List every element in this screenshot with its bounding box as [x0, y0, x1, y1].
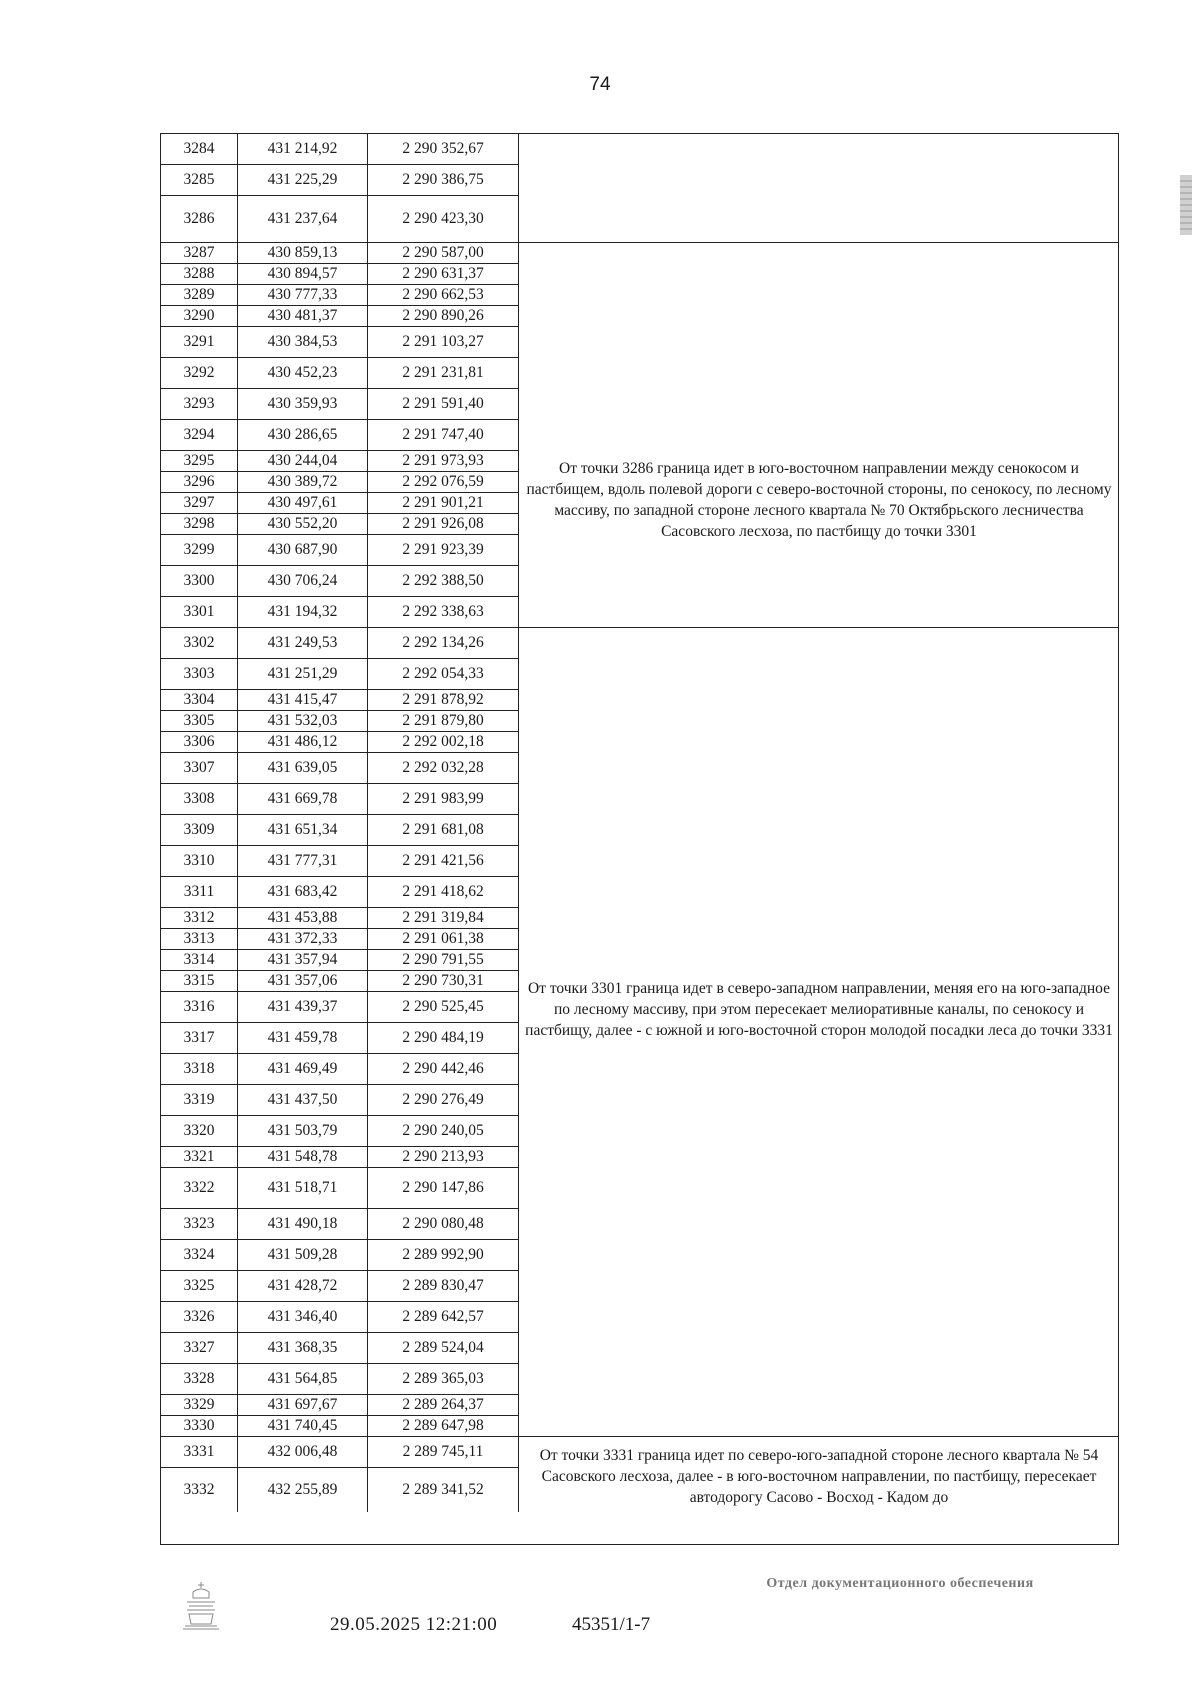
- table-row: [161, 992, 519, 1023]
- point-number-cell: 3294: [161, 420, 238, 450]
- boundary-description-text: От точки 3331 граница идет по северо-юго-западной стороне лесного квартала № 54 Сасовского лесхоза, далее - в юго-восточном направлении, по пастбищу, пересекает автодорогу Сасово - Восход - Кадом до: [539, 1447, 1099, 1506]
- point-number-cell: 3324: [161, 1240, 238, 1270]
- x-coordinate-cell: 431 669,78: [238, 784, 368, 814]
- table-row: [161, 1364, 519, 1395]
- y-coordinate-cell: 2 289 830,47: [368, 1271, 519, 1301]
- point-number-cell: 3295: [161, 451, 238, 471]
- point-number-cell: 3331: [161, 1437, 238, 1467]
- table-row: [161, 389, 519, 420]
- y-coordinate-cell: 2 291 681,08: [368, 815, 519, 845]
- x-coordinate-cell: 430 687,90: [238, 535, 368, 565]
- table-row: [161, 1085, 519, 1116]
- y-coordinate-cell: 2 292 134,26: [368, 628, 519, 658]
- table-row: [161, 165, 519, 196]
- table-row: [161, 451, 519, 472]
- x-coordinate-cell: 431 777,31: [238, 846, 368, 876]
- y-coordinate-cell: 2 290 423,30: [368, 196, 519, 242]
- table-row: [161, 1437, 519, 1468]
- y-coordinate-cell: 2 292 002,18: [368, 732, 519, 752]
- x-coordinate-cell: 431 368,35: [238, 1333, 368, 1363]
- footer-document-code: 45351/1-7: [572, 1614, 651, 1635]
- table-row: [161, 493, 519, 514]
- table-row: [161, 535, 519, 566]
- y-coordinate-cell: 2 291 319,84: [368, 908, 519, 928]
- point-number-cell: 3291: [161, 327, 238, 357]
- boundary-description-text: От точки 3301 граница идет в северо-западном направлении, меняя его на юго-западное по лесному массиву, при этом пересекает мелиоративные каналы, по сенокосу и пастбищу, далее - с южной и юго-восточной сторон молодой посадки леса до точки 3331: [525, 980, 1113, 1039]
- point-number-cell: 3310: [161, 846, 238, 876]
- x-coordinate-cell: 431 237,64: [238, 196, 368, 242]
- y-coordinate-cell: 2 292 032,28: [368, 753, 519, 783]
- y-coordinate-cell: 2 291 901,21: [368, 493, 519, 513]
- y-coordinate-cell: 2 292 054,33: [368, 659, 519, 689]
- page-number: 74: [589, 74, 611, 95]
- point-number-cell: 3323: [161, 1209, 238, 1239]
- point-number-cell: 3302: [161, 628, 238, 658]
- y-coordinate-cell: 2 290 890,26: [368, 306, 519, 326]
- y-coordinate-cell: 2 290 276,49: [368, 1085, 519, 1115]
- point-number-cell: 3299: [161, 535, 238, 565]
- point-number-cell: 3328: [161, 1364, 238, 1394]
- x-coordinate-cell: 431 486,12: [238, 732, 368, 752]
- table-row: [161, 846, 519, 877]
- y-coordinate-cell: 2 290 352,67: [368, 134, 519, 164]
- x-coordinate-cell: 431 490,18: [238, 1209, 368, 1239]
- table-row: [161, 784, 519, 815]
- point-number-cell: 3311: [161, 877, 238, 907]
- table-row: [161, 877, 519, 908]
- point-number-cell: 3329: [161, 1395, 238, 1415]
- table-row: [161, 566, 519, 597]
- point-number-cell: 3321: [161, 1147, 238, 1167]
- point-number-cell: 3303: [161, 659, 238, 689]
- point-number-cell: 3307: [161, 753, 238, 783]
- y-coordinate-cell: 2 291 061,38: [368, 929, 519, 949]
- table-row: [161, 908, 519, 929]
- table-row: [161, 1147, 519, 1168]
- y-coordinate-cell: 2 291 878,92: [368, 690, 519, 710]
- x-coordinate-cell: 431 683,42: [238, 877, 368, 907]
- table-row: [161, 690, 519, 711]
- point-number-cell: 3284: [161, 134, 238, 164]
- point-number-cell: 3288: [161, 264, 238, 284]
- table-row: [161, 358, 519, 389]
- point-number-cell: 3285: [161, 165, 238, 195]
- table-row: [161, 815, 519, 846]
- x-coordinate-cell: 430 389,72: [238, 472, 368, 492]
- point-number-cell: 3319: [161, 1085, 238, 1115]
- table-row: [161, 659, 519, 690]
- table-row: [161, 420, 519, 451]
- x-coordinate-cell: 431 225,29: [238, 165, 368, 195]
- point-number-cell: 3293: [161, 389, 238, 419]
- x-coordinate-cell: 432 255,89: [238, 1468, 368, 1512]
- y-coordinate-cell: 2 291 923,39: [368, 535, 519, 565]
- table-row: [161, 753, 519, 784]
- point-number-cell: 3309: [161, 815, 238, 845]
- y-coordinate-cell: 2 290 080,48: [368, 1209, 519, 1239]
- point-number-cell: 3314: [161, 950, 238, 970]
- x-coordinate-cell: 431 251,29: [238, 659, 368, 689]
- point-number-cell: 3325: [161, 1271, 238, 1301]
- y-coordinate-cell: 2 290 484,19: [368, 1023, 519, 1053]
- y-coordinate-cell: 2 292 076,59: [368, 472, 519, 492]
- point-number-cell: 3287: [161, 243, 238, 263]
- point-number-cell: 3301: [161, 597, 238, 627]
- table-row: [161, 306, 519, 327]
- x-coordinate-cell: 430 286,65: [238, 420, 368, 450]
- y-coordinate-cell: 2 289 264,37: [368, 1395, 519, 1415]
- point-number-cell: 3297: [161, 493, 238, 513]
- x-coordinate-cell: 431 437,50: [238, 1085, 368, 1115]
- x-coordinate-cell: 431 459,78: [238, 1023, 368, 1053]
- x-coordinate-cell: 431 346,40: [238, 1302, 368, 1332]
- table-row: [161, 514, 519, 535]
- point-number-cell: 3296: [161, 472, 238, 492]
- x-coordinate-cell: 431 532,03: [238, 711, 368, 731]
- y-coordinate-cell: 2 289 341,52: [368, 1468, 519, 1512]
- point-number-cell: 3327: [161, 1333, 238, 1363]
- x-coordinate-cell: 431 453,88: [238, 908, 368, 928]
- y-coordinate-cell: 2 290 730,31: [368, 971, 519, 991]
- table-row: [161, 1333, 519, 1364]
- table-row: [161, 711, 519, 732]
- point-number-cell: 3317: [161, 1023, 238, 1053]
- x-coordinate-cell: 430 706,24: [238, 566, 368, 596]
- y-coordinate-cell: 2 292 338,63: [368, 597, 519, 627]
- coordinates-table: [160, 133, 1119, 1545]
- boundary-description-cell: [519, 134, 1119, 243]
- table-row: [161, 1116, 519, 1147]
- y-coordinate-cell: 2 290 147,86: [368, 1168, 519, 1208]
- table-row: [161, 628, 519, 659]
- table-row: [161, 327, 519, 358]
- y-coordinate-cell: 2 289 992,90: [368, 1240, 519, 1270]
- y-coordinate-cell: 2 289 745,11: [368, 1437, 519, 1467]
- x-coordinate-cell: 431 548,78: [238, 1147, 368, 1167]
- x-coordinate-cell: 431 428,72: [238, 1271, 368, 1301]
- scanner-edge-mark: [1180, 175, 1192, 235]
- y-coordinate-cell: 2 291 418,62: [368, 877, 519, 907]
- point-number-cell: 3316: [161, 992, 238, 1022]
- y-coordinate-cell: 2 290 631,37: [368, 264, 519, 284]
- table-row: [161, 971, 519, 992]
- table-row: [161, 1395, 519, 1416]
- table-row: [161, 1023, 519, 1054]
- table-row: [161, 134, 519, 165]
- y-coordinate-cell: 2 291 591,40: [368, 389, 519, 419]
- y-coordinate-cell: 2 290 442,46: [368, 1054, 519, 1084]
- point-number-cell: 3315: [161, 971, 238, 991]
- table-row: [161, 243, 519, 264]
- point-number-cell: 3326: [161, 1302, 238, 1332]
- x-coordinate-cell: 431 564,85: [238, 1364, 368, 1394]
- point-number-cell: 3286: [161, 196, 238, 242]
- y-coordinate-cell: 2 289 365,03: [368, 1364, 519, 1394]
- point-number-cell: 3312: [161, 908, 238, 928]
- x-coordinate-cell: 430 481,37: [238, 306, 368, 326]
- y-coordinate-cell: 2 291 879,80: [368, 711, 519, 731]
- y-coordinate-cell: 2 291 231,81: [368, 358, 519, 388]
- y-coordinate-cell: 2 291 973,93: [368, 451, 519, 471]
- x-coordinate-cell: 431 439,37: [238, 992, 368, 1022]
- x-coordinate-cell: 430 552,20: [238, 514, 368, 534]
- x-coordinate-cell: 430 452,23: [238, 358, 368, 388]
- y-coordinate-cell: 2 290 662,53: [368, 285, 519, 305]
- y-coordinate-cell: 2 291 421,56: [368, 846, 519, 876]
- point-number-cell: 3332: [161, 1468, 238, 1512]
- table-row: [161, 472, 519, 493]
- table-row: [161, 732, 519, 753]
- y-coordinate-cell: 2 291 926,08: [368, 514, 519, 534]
- point-number-cell: 3305: [161, 711, 238, 731]
- table-row: [161, 950, 519, 971]
- y-coordinate-cell: 2 291 983,99: [368, 784, 519, 814]
- x-coordinate-cell: 430 497,61: [238, 493, 368, 513]
- point-number-cell: 3298: [161, 514, 238, 534]
- point-number-cell: 3308: [161, 784, 238, 814]
- table-row: [161, 264, 519, 285]
- y-coordinate-cell: 2 290 213,93: [368, 1147, 519, 1167]
- y-coordinate-cell: 2 292 388,50: [368, 566, 519, 596]
- x-coordinate-cell: 430 777,33: [238, 285, 368, 305]
- boundary-description-text: От точки 3286 граница идет в юго-восточном направлении между сенокосом и пастбищем, вдоль полевой дороги с северо-восточной стороны, по сенокосу, по лесному массиву, по западной стороне лесного квартала № 70 Октябрьского лесничества Сасовского лесхоза, по пастбищу до точки 3301: [526, 460, 1112, 540]
- y-coordinate-cell: 2 290 791,55: [368, 950, 519, 970]
- table-row: [161, 1416, 519, 1437]
- boundary-description-cell: [519, 243, 1119, 628]
- x-coordinate-cell: 432 006,48: [238, 1437, 368, 1467]
- y-coordinate-cell: 2 290 525,45: [368, 992, 519, 1022]
- y-coordinate-cell: 2 290 240,05: [368, 1116, 519, 1146]
- table-row: [161, 597, 519, 628]
- table-row: [161, 1054, 519, 1085]
- x-coordinate-cell: 430 384,53: [238, 327, 368, 357]
- x-coordinate-cell: 431 651,34: [238, 815, 368, 845]
- y-coordinate-cell: 2 289 647,98: [368, 1416, 519, 1436]
- x-coordinate-cell: 431 639,05: [238, 753, 368, 783]
- table-row: [161, 196, 519, 243]
- x-coordinate-cell: 431 357,06: [238, 971, 368, 991]
- y-coordinate-cell: 2 289 524,04: [368, 1333, 519, 1363]
- x-coordinate-cell: 430 859,13: [238, 243, 368, 263]
- footer-datetime: 29.05.2025 12:21:00: [330, 1614, 498, 1635]
- point-number-cell: 3320: [161, 1116, 238, 1146]
- point-number-cell: 3318: [161, 1054, 238, 1084]
- point-number-cell: 3322: [161, 1168, 238, 1208]
- y-coordinate-cell: 2 290 386,75: [368, 165, 519, 195]
- point-number-cell: 3306: [161, 732, 238, 752]
- x-coordinate-cell: 431 415,47: [238, 690, 368, 710]
- x-coordinate-cell: 431 503,79: [238, 1116, 368, 1146]
- x-coordinate-cell: 431 194,32: [238, 597, 368, 627]
- point-number-cell: 3330: [161, 1416, 238, 1436]
- x-coordinate-cell: 431 214,92: [238, 134, 368, 164]
- y-coordinate-cell: 2 290 587,00: [368, 243, 519, 263]
- y-coordinate-cell: 2 291 747,40: [368, 420, 519, 450]
- point-number-cell: 3290: [161, 306, 238, 326]
- point-number-cell: 3289: [161, 285, 238, 305]
- point-number-cell: 3292: [161, 358, 238, 388]
- x-coordinate-cell: 431 469,49: [238, 1054, 368, 1084]
- table-row: [161, 1271, 519, 1302]
- y-coordinate-cell: 2 289 642,57: [368, 1302, 519, 1332]
- y-coordinate-cell: 2 291 103,27: [368, 327, 519, 357]
- table-row: [161, 1302, 519, 1333]
- x-coordinate-cell: 430 359,93: [238, 389, 368, 419]
- x-coordinate-cell: 431 357,94: [238, 950, 368, 970]
- table-row: [161, 1168, 519, 1209]
- x-coordinate-cell: 431 518,71: [238, 1168, 368, 1208]
- coat-of-arms-emblem-icon: [181, 1578, 221, 1630]
- x-coordinate-cell: 431 249,53: [238, 628, 368, 658]
- boundary-description-cell: [519, 1437, 1119, 1512]
- x-coordinate-cell: 430 244,04: [238, 451, 368, 471]
- table-row: [161, 1468, 519, 1512]
- x-coordinate-cell: 431 509,28: [238, 1240, 368, 1270]
- x-coordinate-cell: 431 697,67: [238, 1395, 368, 1415]
- department-stamp: Отдел документационного обеспечения: [766, 1576, 1034, 1591]
- point-number-cell: 3304: [161, 690, 238, 710]
- table-row: [161, 1209, 519, 1240]
- x-coordinate-cell: 431 740,45: [238, 1416, 368, 1436]
- point-number-cell: 3313: [161, 929, 238, 949]
- table-row: [161, 1240, 519, 1271]
- boundary-description-cell: [519, 628, 1119, 1437]
- point-number-cell: 3300: [161, 566, 238, 596]
- x-coordinate-cell: 431 372,33: [238, 929, 368, 949]
- table-row: [161, 285, 519, 306]
- x-coordinate-cell: 430 894,57: [238, 264, 368, 284]
- table-row: [161, 929, 519, 950]
